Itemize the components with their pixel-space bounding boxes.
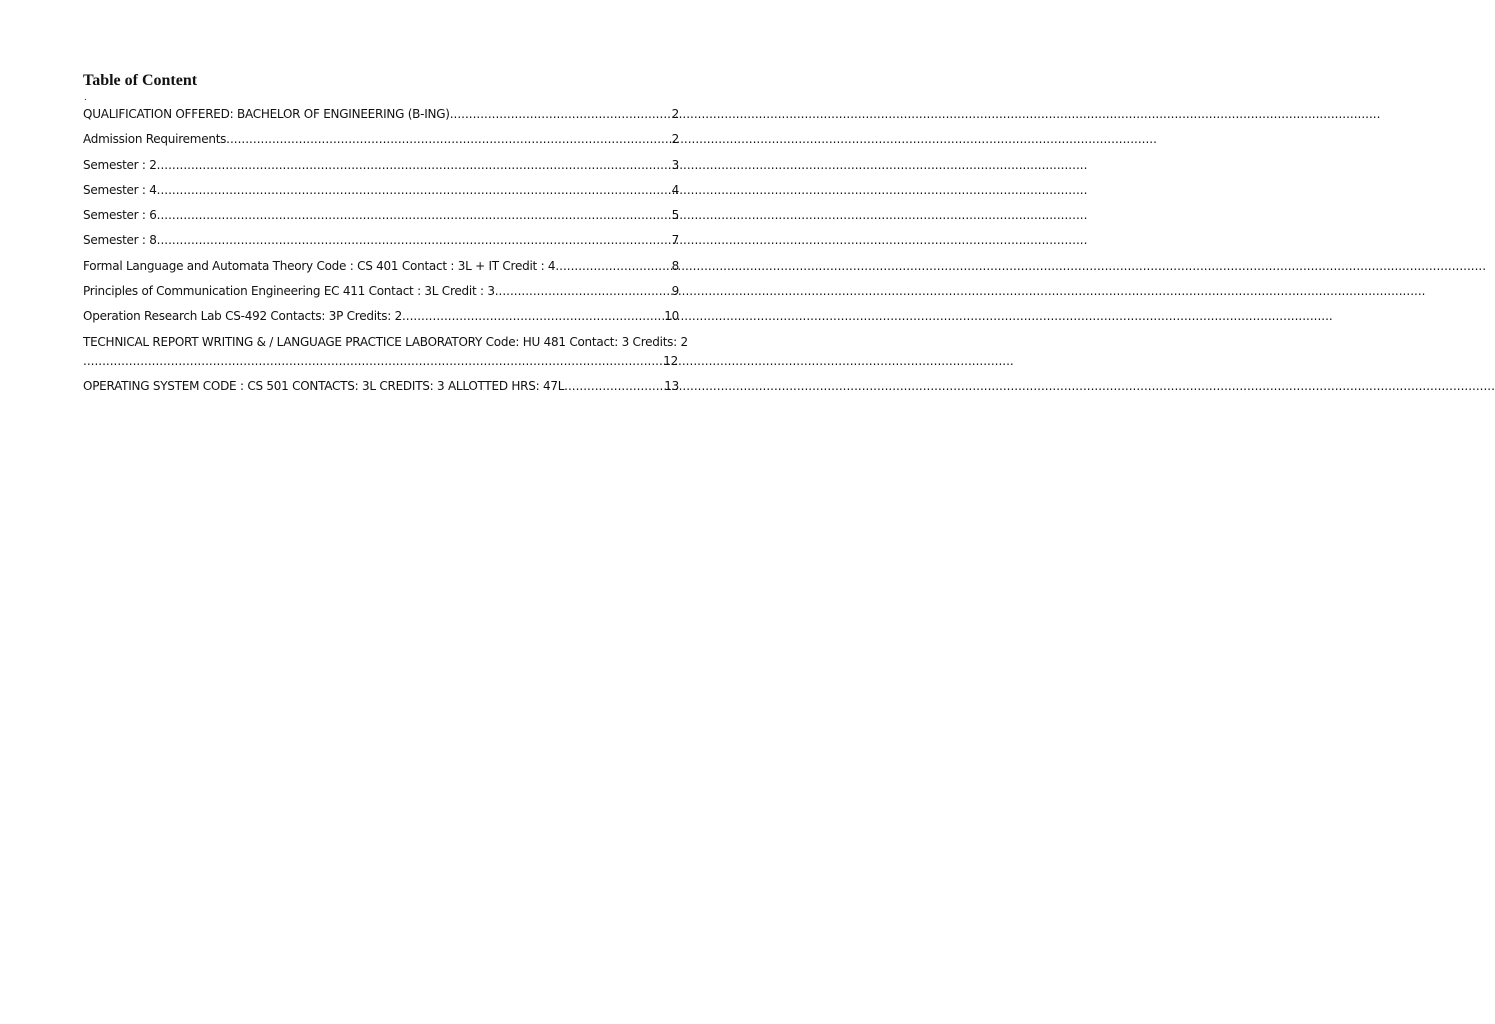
toc-entry-leader-line [83, 353, 679, 369]
toc-entry[interactable] [83, 207, 679, 232]
toc-entry-title: Principles of Communication Engineering EC 411 Contact : 3L Credit : 3 [83, 284, 495, 299]
toc-dot-leader [157, 232, 671, 248]
toc-entry-title: Admission Requirements [83, 132, 227, 147]
toc-page-number: 5 [671, 208, 679, 223]
toc-dot-leader [157, 157, 671, 173]
toc-page-number: 8 [671, 258, 679, 273]
toc-entry[interactable] [83, 283, 679, 308]
toc-dot-leader [83, 353, 662, 369]
toc-entry[interactable] [83, 157, 679, 182]
toc-entry-title: OPERATING SYSTEM CODE : CS 501 CONTACTS: 3L CREDITS: 3 ALLOTTED HRS: 47L [83, 378, 565, 393]
toc-dot-leader [495, 283, 671, 299]
toc-entry[interactable] [83, 232, 679, 257]
toc-entry-title: Semester : 8 [83, 233, 157, 248]
toc-entry[interactable] [83, 106, 679, 131]
toc-heading: Table of Content [83, 72, 198, 89]
toc-entry[interactable] [83, 378, 679, 403]
toc-page-number: 12 [663, 353, 678, 368]
toc-entry[interactable] [83, 131, 679, 156]
toc-list [83, 106, 688, 403]
toc-dot-leader [157, 182, 671, 198]
toc-entry-title: Semester : 2 [83, 157, 157, 172]
toc-page-number: 13 [664, 378, 679, 393]
toc-page-number: 2 [671, 132, 679, 147]
toc-dot-leader [555, 258, 670, 274]
toc-entry[interactable] [83, 334, 688, 369]
stray-period: . [84, 92, 87, 103]
toc-entry-title: TECHNICAL REPORT WRITING & / LANGUAGE PRACTICE LABORATORY Code: HU 481 Contact: 3 Credits: 2 [83, 334, 688, 349]
toc-page-number: 10 [664, 309, 679, 324]
toc-entry-title: Semester : 4 [83, 182, 157, 197]
toc-dot-leader [564, 378, 663, 394]
toc-dot-leader [226, 131, 670, 147]
toc-entry[interactable] [83, 182, 679, 207]
toc-page-number: 3 [671, 157, 679, 172]
toc-entry-title: Semester : 6 [83, 208, 157, 223]
toc-entry-title: Formal Language and Automata Theory Code : CS 401 Contact : 3L + IT Credit : 4 [83, 258, 556, 273]
toc-page-number: 2 [671, 107, 679, 121]
toc-page-number: 7 [671, 233, 679, 248]
toc-entry-title: Operation Research Lab CS-492 Contacts: 3P Credits: 2 [83, 309, 402, 324]
toc-entry[interactable] [83, 308, 679, 333]
toc-page-number: 4 [671, 182, 679, 197]
toc-entry-title: QUALIFICATION OFFERED: BACHELOR OF ENGINEERING (B-ING) [83, 107, 450, 121]
toc-entry[interactable] [83, 258, 679, 283]
toc-dot-leader [157, 207, 671, 223]
toc-dot-leader [402, 308, 663, 324]
toc-page-number: 9 [671, 284, 679, 299]
toc-dot-leader [450, 106, 671, 122]
page-content [83, 70, 688, 403]
